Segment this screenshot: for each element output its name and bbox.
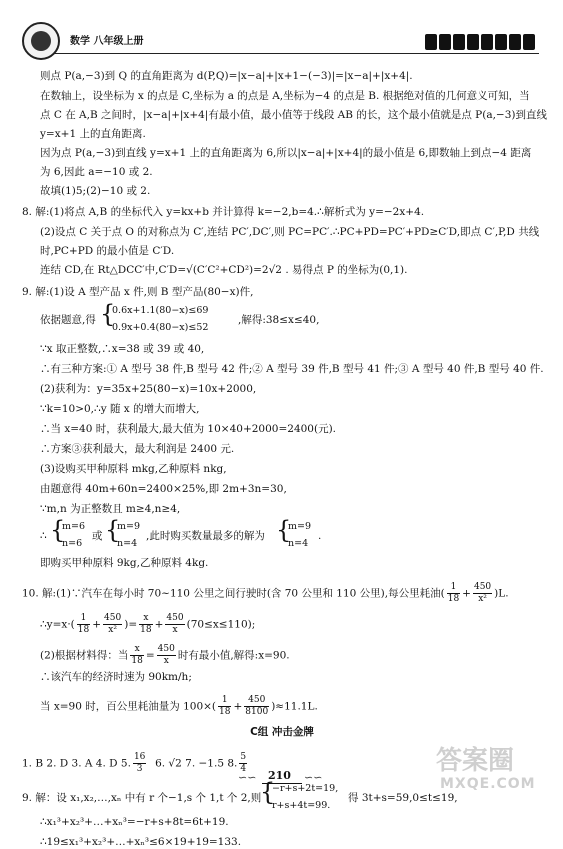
watermark-logo: 答案圈 MXQE.COM bbox=[436, 746, 536, 792]
solution: m=9 bbox=[117, 521, 141, 532]
text-line: 9. 解：设 x₁,x₂,…,xₙ 中有 r 个−1,s 个 1,t 个 2,则 bbox=[22, 792, 262, 804]
solution: m=9 bbox=[288, 521, 312, 532]
section-heading: C组 冲击金牌 bbox=[250, 726, 314, 738]
text-line: 得 3t+s=59,0≤t≤19, bbox=[348, 792, 458, 804]
text-line: (3)设购买甲种原料 mkg,乙种原料 nkg, bbox=[40, 463, 227, 475]
header-rule bbox=[54, 53, 539, 54]
equation: −r+s+2t=19, bbox=[272, 783, 339, 794]
header-decoration bbox=[425, 34, 535, 50]
text-line: 时,PC+PD 的最小值是 C′D. bbox=[40, 245, 175, 257]
brace-symbol: { bbox=[100, 300, 116, 328]
text-line: 或 bbox=[92, 530, 103, 542]
text-line: ∴ bbox=[40, 530, 47, 542]
solution: n=4 bbox=[288, 538, 309, 549]
solution: m=6 bbox=[62, 521, 86, 532]
brace-symbol: { bbox=[260, 778, 276, 806]
brace-symbol: { bbox=[276, 516, 292, 544]
text-line: ∴19≤x₁³+x₂³+…+xₙ³≤6×19+19=133. bbox=[40, 836, 242, 848]
inequality: 0.9x+0.4(80−x)≤52 bbox=[112, 322, 209, 333]
text-line: 点 C 在 A,B 之间时，|x−a|+|x+4|有最小值，最小值等于线段 AB 的长，这个最小值就是点 P(a,−3)到直线 bbox=[40, 109, 547, 121]
text-line: ∵m,n 为正整数且 m≥4,n≥4, bbox=[40, 503, 181, 515]
subject-title: 数学 八年级上册 bbox=[70, 36, 144, 47]
ornament-left-icon: ∽∽ bbox=[238, 771, 257, 784]
text-line: 由题意得 40m+60n=2400×25%,即 2m+3n=30, bbox=[40, 483, 287, 495]
text-line: ∵x 取正整数,∴x=38 或 39 或 40, bbox=[40, 343, 205, 355]
equation: r+s+4t=99. bbox=[272, 800, 331, 811]
text-line: 依据题意,得 bbox=[40, 314, 96, 326]
text-line: . bbox=[318, 530, 322, 542]
ornament-right-icon: ∽∽ bbox=[304, 771, 323, 784]
text-line: 1. B 2. D 3. A 4. D 5. $\frac{16}{3}$ 6. √2 7. −1.5 8. $\frac{5}{4}$ bbox=[22, 752, 247, 774]
text-line: ∵k=10>0,∴y 随 x 的增大而增大, bbox=[40, 403, 200, 415]
publisher-logo-icon bbox=[22, 22, 60, 60]
text-line: 9. 解:(1)设 A 型产品 x 件,则 B 型产品(80−x)件, bbox=[22, 286, 254, 298]
text-line: 故填(1)5;(2)−10 或 2. bbox=[40, 185, 151, 197]
text-line: 10. 解:(1)∵汽车在每小时 70~110 公里之间行驶时(含 70 公里和 110 公里),每公里耗油( $\frac{1}{18}$ + $\frac{450}{\text{x²}}$ )L. bbox=[22, 582, 509, 604]
text-line: ,解得:38≤x≤40, bbox=[238, 314, 320, 326]
brace-symbol: { bbox=[105, 516, 121, 544]
text-line: ∴方案③获利最大，最大利润是 2400 元. bbox=[40, 443, 235, 455]
text-line: (2)根据材料得：当 $\frac{x}{18}$ = $\frac{450}{x}$ 时有最小值,解得:x=90. bbox=[40, 644, 290, 666]
text-line: ∴有三种方案:① A 型号 38 件,B 型号 42 件;② A 型号 39 件,B 型号 41 件;③ A 型号 40 件,B 型号 40 件. bbox=[40, 363, 544, 375]
brace-symbol: { bbox=[50, 516, 66, 544]
solution: n=6 bbox=[62, 538, 83, 549]
text-line: 则点 P(a,−3)到 Q 的直角距离为 d(P,Q)=|x−a|+|x+1−(−3)|=|x−a|+|x+4|. bbox=[40, 70, 413, 82]
text-line: ∴y=x·( $\frac{1}{18}$ + $\frac{450}{\text{x²}}$ )= $\frac{x}{18}$ + $\frac{450}{x}$ (70≤x≤110); bbox=[40, 613, 256, 635]
text-line: ∴x₁³+x₂³+…+xₙ³=−r+s+8t=6t+19. bbox=[40, 816, 229, 828]
text-line: 为 6,因此 a=−10 或 2. bbox=[40, 166, 153, 178]
text-line: (2)获利为：y=35x+25(80−x)=10x+2000, bbox=[40, 383, 257, 395]
text-line: 在数轴上，设坐标为 x 的点是 C,坐标为 a 的点是 A,坐标为−4 的点是 B. 根据绝对值的几何意义可知，当 bbox=[40, 90, 530, 102]
solution: n=4 bbox=[117, 538, 138, 549]
text-line: 即购买甲种原料 9kg,乙种原料 4kg. bbox=[40, 557, 209, 569]
text-line: y=x+1 上的直角距离. bbox=[40, 128, 146, 140]
text-line: ∴该汽车的经济时速为 90km/h; bbox=[40, 671, 192, 683]
text-line: ,此时购买数量最多的解为 bbox=[146, 530, 265, 542]
inequality: 0.6x+1.1(80−x)≤69 bbox=[112, 305, 209, 316]
text-line: ∴当 x=40 时，获利最大,最大值为 10×40+2000=2400(元). bbox=[40, 423, 337, 435]
text-line: 因为点 P(a,−3)到直线 y=x+1 上的直角距离为 6,所以|x−a|+|x+4|的最小值是 6,即数轴上到点−4 距离 bbox=[40, 147, 532, 159]
text-line: 8. 解:(1)将点 A,B 的坐标代入 y=kx+b 并计算得 k=−2,b=4.∴解析式为 y=−2x+4. bbox=[22, 206, 425, 218]
text-line: 当 x=90 时，百公里耗油量为 100×( $\frac{1}{18}$ + $\frac{450}{8100}$ )≈11.1L. bbox=[40, 695, 318, 717]
text-line: 连结 CD,在 Rt△DCC′中,C′D=√(C′C²+CD²)=2√2 . 易得点 P 的坐标为(0,1). bbox=[40, 264, 408, 276]
page-header bbox=[0, 0, 563, 58]
page-number: ∽∽ 210 ∽∽ bbox=[238, 769, 323, 784]
text-line: (2)设点 C 关于点 O 的对称点为 C′,连结 PC′,DC′,则 PC=PC′.∴PC+PD=PC′+PD≥C′D,即点 C′,P,D 共线 bbox=[40, 226, 540, 238]
